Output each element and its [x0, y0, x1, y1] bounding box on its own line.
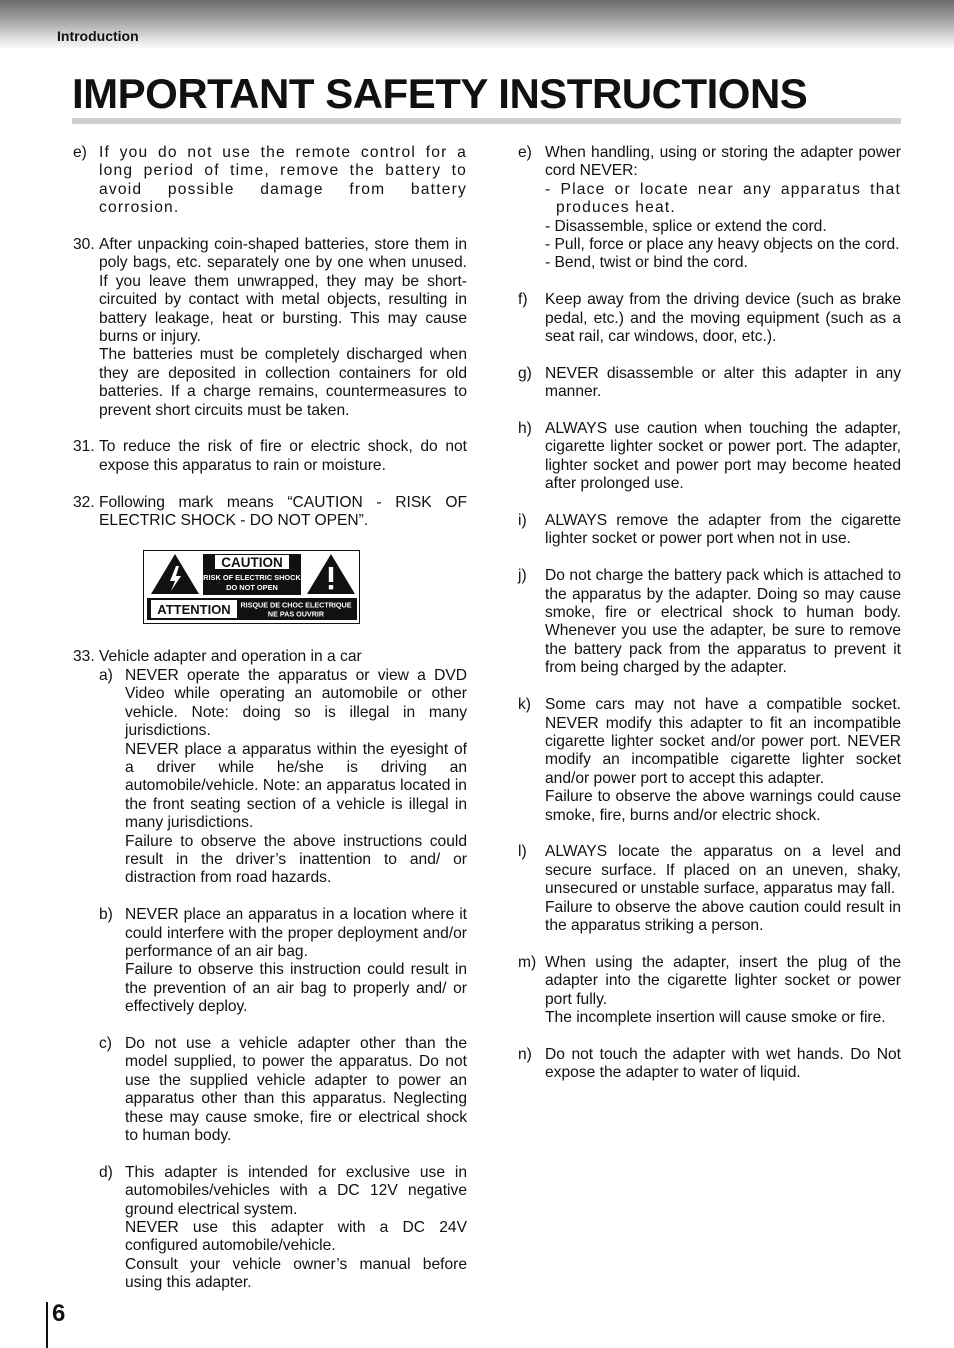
item-j: [518, 567, 901, 677]
item-label: l): [518, 843, 527, 861]
attention-fr-line1: RISQUE DE CHOC ELECTRIQUE: [240, 600, 352, 610]
attention-word: ATTENTION: [157, 602, 231, 618]
right-column: [518, 144, 901, 1101]
item-subpoint: - Disassemble, splice or extend the cord.: [545, 217, 827, 235]
item-h: [518, 420, 901, 494]
item-text: Some cars may not have a compatible socket. NEVER modify this adapter to fit an incompatible cigarette lighter socket and/or power port. NEVER modify an incompatible cigarette lighter socket and/or power port to accept this adapter.: [545, 696, 901, 787]
item-label: k): [518, 696, 531, 714]
item-n: [518, 1046, 901, 1083]
item-i: [518, 512, 901, 549]
item-label: i): [518, 512, 527, 530]
item-label: 30.: [73, 236, 95, 254]
item-text: The incomplete insertion will cause smoke or fire.: [545, 1008, 886, 1026]
item-text: ALWAYS remove the adapter from the cigarette lighter socket or power port when not in use.: [545, 512, 901, 548]
item-text: To reduce the risk of fire or electric shock, do not expose this apparatus to rain or moisture.: [99, 438, 467, 474]
item-label: b): [99, 906, 113, 924]
item-33d: [73, 1164, 467, 1293]
item-text: Failure to observe the above instructions could result in the driver’s inattention to and/ or distraction from road hazards.: [125, 832, 467, 887]
item-text: ALWAYS use caution when touching the adapter, cigarette lighter socket or power port. The adapter, lighter socket and power port may become heated after prolonged use.: [545, 420, 901, 493]
item-subpoint: - Place or locate near any apparatus that produces heat.: [545, 180, 901, 217]
header-band: [0, 0, 954, 50]
item-text: Keep away from the driving device (such as brake pedal, etc.) and the moving equipment (such as a seat rail, car windows, door, etc.).: [545, 291, 901, 346]
item-text: When handling, using or storing the adapter power cord NEVER:: [545, 144, 901, 180]
item-m: [518, 954, 901, 1028]
item-label: g): [518, 364, 532, 382]
item-label: m): [518, 953, 537, 971]
item-text: NEVER disassemble or alter this adapter in any manner.: [545, 364, 901, 401]
item-text: Do not use a vehicle adapter other than the model supplied, to power the apparatus. Do not use the supplied vehicle adapter to power an apparatus other than this apparatus. Neglecting these may cause smoke, fire or electrical shock to human body.: [125, 1034, 467, 1145]
caution-risk-line2: DO NOT OPEN: [226, 583, 278, 593]
item-text: Do not touch the adapter with wet hands. Do Not expose the adapter to water of liquid.: [545, 1045, 901, 1082]
item-label: c): [99, 1034, 112, 1052]
item-text: After unpacking coin-shaped batteries, store them in poly bags, etc. separately one by one when unused. If you leave them unwrapped, they may be short-circuited by contact with metal objects, resulting in battery leakage, heat or bursting. This may cause burns or injury.: [99, 236, 467, 346]
item-31: [73, 438, 467, 475]
item-e-cord: [518, 144, 901, 273]
attention-fr-line2: NE PAS OUVRIR: [267, 609, 325, 619]
item-33a: [73, 667, 467, 888]
item-text: ALWAYS locate the apparatus on a level and secure surface. If placed on an uneven, shaky, unsecured or unstable surface, apparatus may fall.: [545, 843, 901, 898]
item-k: [518, 696, 901, 825]
item-label: 32.: [73, 493, 95, 511]
item-text: This adapter is intended for exclusive use in automobiles/vehicles with a DC 12V negative ground electrical system.: [125, 1163, 467, 1218]
title-rule: [72, 118, 901, 124]
item-text: Failure to observe this instruction could result in the prevention of an air bag to properly and/ or effectively deploy.: [125, 961, 467, 1016]
item-g: [518, 365, 901, 402]
item-label: h): [518, 420, 532, 438]
item-text: When using the adapter, insert the plug of the adapter into the cigarette lighter socket or power port fully.: [545, 953, 901, 1008]
item-text: Failure to observe the above caution could result in the apparatus striking a person.: [545, 898, 901, 934]
item-f: [518, 291, 901, 346]
caution-word: CAUTION: [221, 555, 283, 571]
item-text: If you do not use the remote control for a long period of time, remove the battery to avoid possible damage from battery corrosion.: [99, 144, 467, 217]
item-33c: [73, 1035, 467, 1145]
page-title: IMPORTANT SAFETY INSTRUCTIONS: [72, 70, 808, 117]
item-33-heading: 33. Vehicle adapter and operation in a car: [73, 648, 362, 666]
item-30: [73, 236, 467, 420]
left-column: [73, 144, 467, 1311]
page-number-bar: [46, 1302, 48, 1348]
caution-label-wrap: [37, 550, 467, 624]
item-label: n): [518, 1045, 532, 1063]
item-label: a): [99, 666, 113, 684]
item-text: Failure to observe the above warnings could cause smoke, fire, burns and/or electric shock.: [545, 788, 901, 824]
item-text: NEVER use this adapter with a DC 24V configured automobile/vehicle.: [125, 1219, 467, 1255]
item-label: e): [73, 144, 87, 161]
section-label: Introduction: [57, 28, 139, 44]
item-l: [518, 843, 901, 935]
item-text: Following mark means “CAUTION - RISK OF ELECTRIC SHOCK - DO NOT OPEN”.: [99, 493, 467, 530]
item-text: Do not charge the battery pack which is attached to the apparatus by the adapter. Doing so may cause smoke, fire or electrical shock to human body. Whenever you use the adapter, be sure to remove the battery pack from the apparatus to prevent it from being charged by the adapter.: [545, 567, 901, 677]
caution-risk-line1: RISK OF ELECTRIC SHOCK: [203, 573, 301, 583]
item-label: 31.: [73, 438, 95, 456]
page-number: 6: [52, 1300, 66, 1327]
item-label: e): [518, 144, 532, 161]
item-33b: [73, 906, 467, 1016]
item-text: NEVER place an apparatus in a location where it could interfere with the proper deployment and/or performance of an air bag.: [125, 906, 467, 960]
item-label: d): [99, 1163, 113, 1181]
item-text: The batteries must be completely discharged when they are deposited in collection containers for old batteries. If a charge remains, countermeasures to prevent short circuits must be taken.: [99, 346, 467, 419]
item-32: [73, 494, 467, 531]
item-subpoint: - Bend, twist or bind the cord.: [545, 254, 748, 272]
item-label: f): [518, 291, 528, 309]
item-text: NEVER operate the apparatus or view a DVD Video while operating an automobile or other vehicle. Note: doing so is illegal in many jurisdictions.: [125, 666, 467, 740]
item-e-remote: [73, 144, 467, 218]
caution-label-graphic: [143, 550, 361, 624]
item-subpoint: - Pull, force or place any heavy objects on the cord.: [545, 236, 900, 254]
item-label: j): [518, 567, 527, 585]
item-text: NEVER place a apparatus within the eyesight of a driver while he/she is driving an automobile/vehicle. Note: an apparatus located in the front seating section of a vehicle is illegal in many jurisdictions.: [125, 740, 467, 832]
item-text: Consult your vehicle owner’s manual before using this adapter.: [125, 1255, 467, 1292]
